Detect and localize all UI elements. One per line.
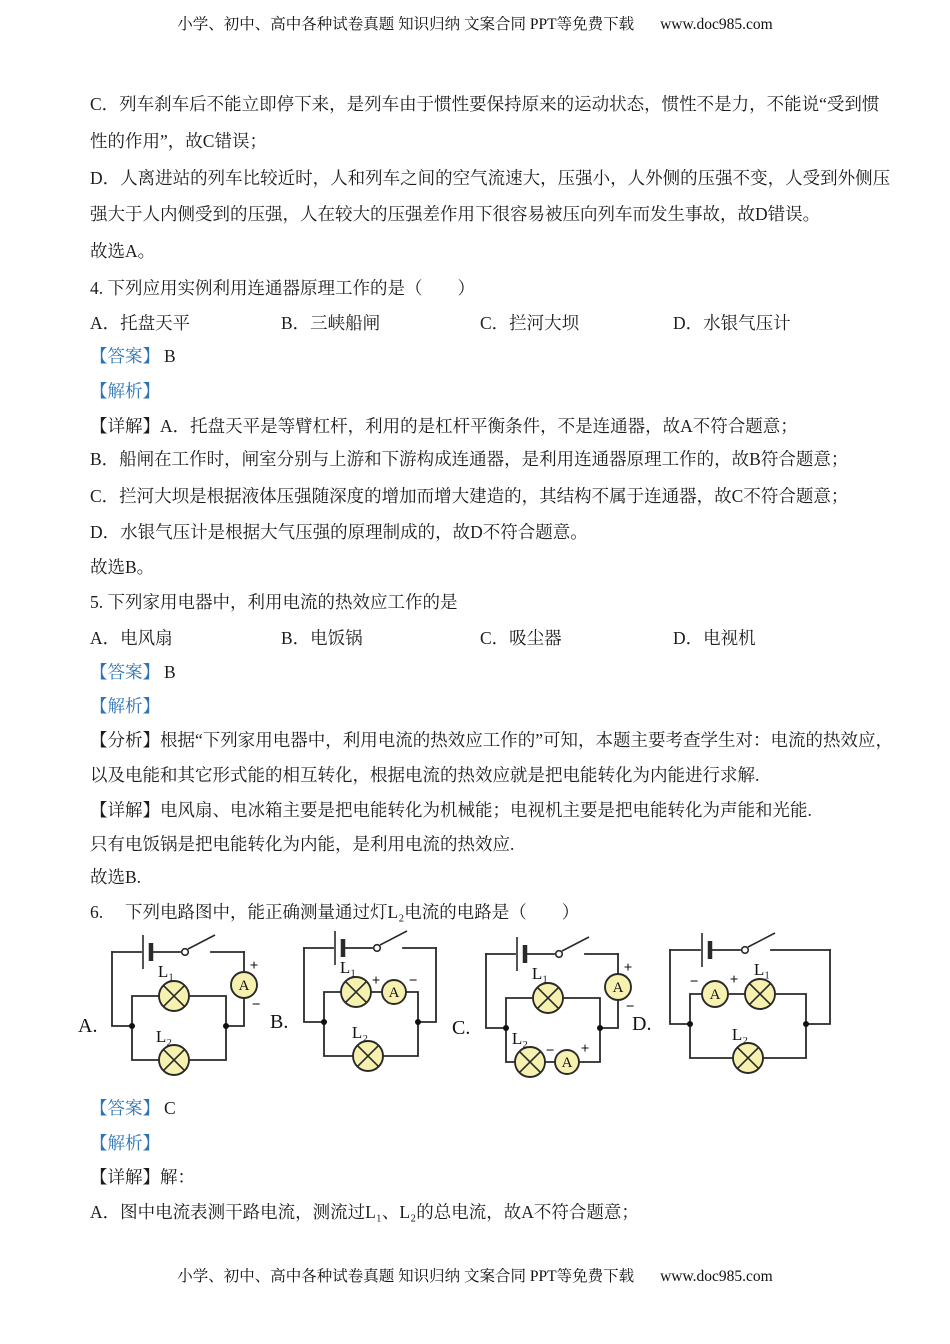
minus-sign: − bbox=[689, 974, 699, 990]
q4-explanation-line: 【详解】A．托盘天平是等臂杠杆，利用的是杠杆平衡条件，不是连通器，故A不符合题意； bbox=[90, 416, 798, 436]
circuit-a-label: A. bbox=[78, 1015, 98, 1037]
ammeter-branch-icon bbox=[546, 1041, 590, 1074]
lamp-l2-icon bbox=[156, 1027, 189, 1075]
question-5-options-row bbox=[90, 627, 910, 652]
minus-sign: − bbox=[251, 997, 261, 1013]
q6-analysis-label: 【解析】 bbox=[90, 1133, 160, 1153]
question-4-options-row bbox=[90, 312, 910, 337]
q5-answer-value: B bbox=[164, 662, 176, 682]
header-url-link[interactable]: www.doc985.com bbox=[660, 16, 773, 33]
ammeter-branch-icon bbox=[372, 973, 418, 1004]
q5-analysis-line: 以及电能和其它形式能的相互转化，根据电流的热效应就是把电能转化为内能进行求解. bbox=[90, 765, 760, 785]
lamp-l1-label: L₁ bbox=[339, 958, 357, 977]
q6-explanation-line: A．图中电流表测干路电流，测流过L₁、L₂的总电流，故A不符合题意； bbox=[90, 1202, 639, 1222]
q4-final-choice: 故选B。 bbox=[90, 557, 155, 577]
q3-solution-line: 强大于人内侧受到的压强，人在较大的压强差作用下很容易被压向列车而发生事故，故D错误。 bbox=[90, 204, 821, 224]
junction-dot bbox=[503, 1025, 509, 1031]
circuit-b-label: B. bbox=[270, 1011, 289, 1033]
q4-explanation-line: B．船闸在工作时，闸室分别与上游和下游构成连通器，是利用连通器原理工作的，故B符合题意； bbox=[90, 449, 849, 469]
header-text: 小学、初中、高中各种试卷真题 知识归纳 文案合同 PPT等免费下载 bbox=[177, 16, 635, 33]
junction-dot bbox=[223, 1023, 229, 1029]
lamp-l2-label: L₂ bbox=[731, 1025, 749, 1044]
junction-dot bbox=[415, 1019, 421, 1025]
lamp-l2-icon bbox=[732, 1025, 763, 1073]
page-header bbox=[0, 12, 950, 34]
q5-analysis-line: 【分析】根据“下列家用电器中，利用电流的热效应工作的”可知，本题主要考查学生对：电流的热效应， bbox=[90, 730, 894, 750]
junction-dot bbox=[597, 1025, 603, 1031]
q5-analysis-label: 【解析】 bbox=[90, 696, 160, 716]
junction-dot bbox=[803, 1021, 809, 1027]
battery-icon bbox=[304, 931, 372, 965]
switch-icon bbox=[556, 937, 618, 957]
q4-answer-value: B bbox=[164, 346, 176, 366]
q5-option-d: D．电视机 bbox=[673, 628, 756, 648]
q4-answer-line bbox=[90, 345, 910, 370]
junction-dot bbox=[129, 1023, 135, 1029]
lamp-l1-icon bbox=[340, 958, 371, 1007]
junction-dot bbox=[687, 1021, 693, 1027]
svg-text:A: A bbox=[238, 978, 250, 994]
ammeter-branch-icon bbox=[690, 972, 739, 1007]
q4-option-d: D．水银气压计 bbox=[673, 313, 791, 333]
answer-label: 【答案】 bbox=[90, 346, 160, 366]
lamp-l1-label: L₁ bbox=[531, 964, 549, 983]
q6-answer-line bbox=[90, 1097, 910, 1122]
minus-sign: − bbox=[545, 1043, 555, 1059]
battery-icon bbox=[670, 933, 740, 967]
circuit-diagram-c bbox=[450, 930, 645, 1098]
lamp-l1-label: L₁ bbox=[753, 960, 771, 979]
q3-solution-line: C．列车刹车后不能立即停下来，是列车由于惯性要保持原来的运动状态，惯性不是力，不能说“受到惯 bbox=[90, 94, 880, 114]
answer-label: 【答案】 bbox=[90, 1098, 160, 1118]
lamp-l2-label: L₂ bbox=[511, 1029, 529, 1048]
plus-sign: + bbox=[729, 972, 739, 988]
svg-text:A: A bbox=[709, 987, 721, 1003]
question-4-text: 4. 下列应用实例利用连通器原理工作的是（ ） bbox=[90, 278, 475, 298]
q5-option-c: C．吸尘器 bbox=[480, 628, 562, 648]
q5-explanation-line: 只有电饭锅是把电能转化为内能，是利用电流的热效应. bbox=[90, 834, 515, 854]
lamp-l2-label: L₂ bbox=[155, 1027, 173, 1046]
answer-label: 【答案】 bbox=[90, 662, 160, 682]
q4-option-a: A．托盘天平 bbox=[90, 313, 191, 333]
question-6-text: 6. 下列电路图中，能正确测量通过灯L₂电流的电路是（ ） bbox=[90, 902, 580, 922]
switch-icon bbox=[742, 933, 830, 953]
switch-icon bbox=[374, 931, 436, 951]
lamp-l2-icon bbox=[352, 1023, 383, 1071]
question-5-text: 5. 下列家用电器中，利用电流的热效应工作的是 bbox=[90, 592, 458, 612]
q5-option-b: B．电饭锅 bbox=[281, 628, 363, 648]
circuit-diagram-a bbox=[76, 928, 271, 1096]
junction-dot bbox=[321, 1019, 327, 1025]
q5-answer-line bbox=[90, 661, 910, 686]
circuit-diagram-b bbox=[268, 924, 463, 1092]
lamp-l2-label: L₂ bbox=[351, 1023, 369, 1042]
q6-detail-heading: 【详解】解： bbox=[90, 1167, 195, 1187]
lamp-l1-icon bbox=[158, 962, 189, 1011]
svg-text:A: A bbox=[388, 985, 400, 1001]
minus-sign: − bbox=[408, 973, 418, 989]
lamp-l2-icon bbox=[512, 1029, 545, 1077]
footer-url-link[interactable]: www.doc985.com bbox=[660, 1268, 773, 1285]
plus-sign: + bbox=[623, 960, 633, 976]
q4-option-b: B．三峡船闸 bbox=[281, 313, 381, 333]
svg-text:A: A bbox=[561, 1055, 573, 1071]
q5-final-choice: 故选B. bbox=[90, 867, 142, 887]
q3-final-choice: 故选A。 bbox=[90, 241, 156, 261]
plus-sign: + bbox=[249, 958, 259, 974]
q4-explanation-line: C．拦河大坝是根据液体压强随深度的增加而增大建造的，其结构不属于连通器，故C不符合题意； bbox=[90, 486, 849, 506]
minus-sign: − bbox=[625, 999, 635, 1015]
lamp-l1-label: L₁ bbox=[157, 962, 175, 981]
ammeter-main-icon bbox=[231, 958, 260, 1013]
q3-solution-line: 性的作用”，故C错误； bbox=[90, 131, 267, 151]
circuit-diagram-d bbox=[630, 926, 860, 1094]
switch-icon bbox=[182, 935, 244, 955]
circuit-c-label: C. bbox=[452, 1017, 471, 1039]
lamp-l1-icon bbox=[532, 964, 563, 1013]
q3-solution-line: D．人离进站的列车比较近时，人和列车之间的空气流速大，压强小，人外侧的压强不变，人受到外侧压 bbox=[90, 168, 891, 188]
circuit-d-label: D. bbox=[632, 1013, 652, 1035]
q4-explanation-line: D．水银气压计是根据大气压强的原理制成的，故D不符合题意。 bbox=[90, 522, 588, 542]
svg-text:A: A bbox=[612, 980, 624, 996]
lamp-l1-icon bbox=[745, 960, 775, 1009]
plus-sign: + bbox=[580, 1041, 590, 1057]
footer-text: 小学、初中、高中各种试卷真题 知识归纳 文案合同 PPT等免费下载 bbox=[177, 1268, 635, 1285]
q4-option-c: C．拦河大坝 bbox=[480, 313, 580, 333]
q5-option-a: A．电风扇 bbox=[90, 628, 173, 648]
q6-answer-value: C bbox=[164, 1098, 176, 1118]
q4-analysis-label: 【解析】 bbox=[90, 381, 160, 401]
plus-sign: + bbox=[371, 973, 381, 989]
page-footer bbox=[0, 1264, 950, 1286]
q5-explanation-line: 【详解】电风扇、电冰箱主要是把电能转化为机械能；电视机主要是把电能转化为声能和光能. bbox=[90, 800, 812, 820]
